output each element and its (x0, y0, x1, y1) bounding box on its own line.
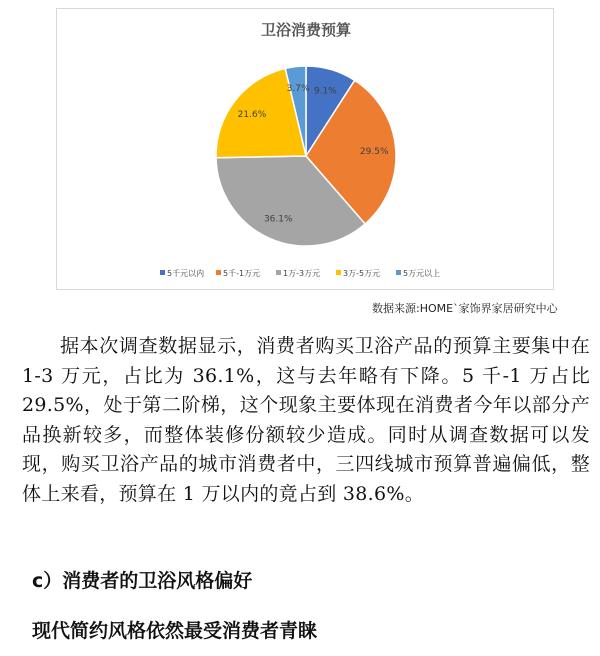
legend-label-4: 5万元以上 (403, 269, 441, 278)
chart-legend (160, 268, 440, 278)
pie-chart (56, 8, 554, 290)
legend-swatch-4 (396, 270, 401, 275)
slice-label-2: 36.1% (263, 214, 293, 225)
pie-chart-svg (57, 9, 555, 291)
body-paragraph: 据本次调查数据显示，消费者购买卫浴产品的预算主要集中在 1-3 万元，占比为 36.1%，这与去年略有下降。5 千-1 万占比 29.5%，处于第二阶梯，这个现象主要体现在消费者今年以部分产品换新较多，而整体装修份额较少造成。同时从调查数据可以发现，购买卫浴产品的城市消费者中，三四线城市预算普遍偏低，整体上来看，预算在 1 万以内的竟占到 38.6%。 (22, 335, 590, 505)
source-note: 数据来源:HOME`家饰界家居研究中心 (372, 302, 558, 315)
slice-label-0: 9.1% (313, 86, 337, 97)
chart-title: 卫浴消费预算 (260, 21, 352, 39)
legend-swatch-2 (276, 270, 281, 275)
slice-label-4: 3.7% (286, 84, 310, 95)
legend-swatch-1 (216, 270, 221, 275)
legend-label-0: 5千元以内 (167, 269, 205, 278)
section-heading: c）消费者的卫浴风格偏好 (32, 570, 253, 592)
slice-label-3: 21.6% (237, 110, 267, 121)
legend-label-1: 5千-1万元 (223, 269, 261, 278)
legend-label-2: 1万-3万元 (283, 269, 321, 278)
slice-label-1: 29.5% (359, 147, 389, 158)
legend-swatch-3 (336, 270, 341, 275)
legend-label-3: 3万-5万元 (343, 269, 381, 278)
legend-swatch-0 (160, 270, 165, 275)
subsection-heading: 现代简约风格依然最受消费者青睐 (32, 620, 318, 642)
